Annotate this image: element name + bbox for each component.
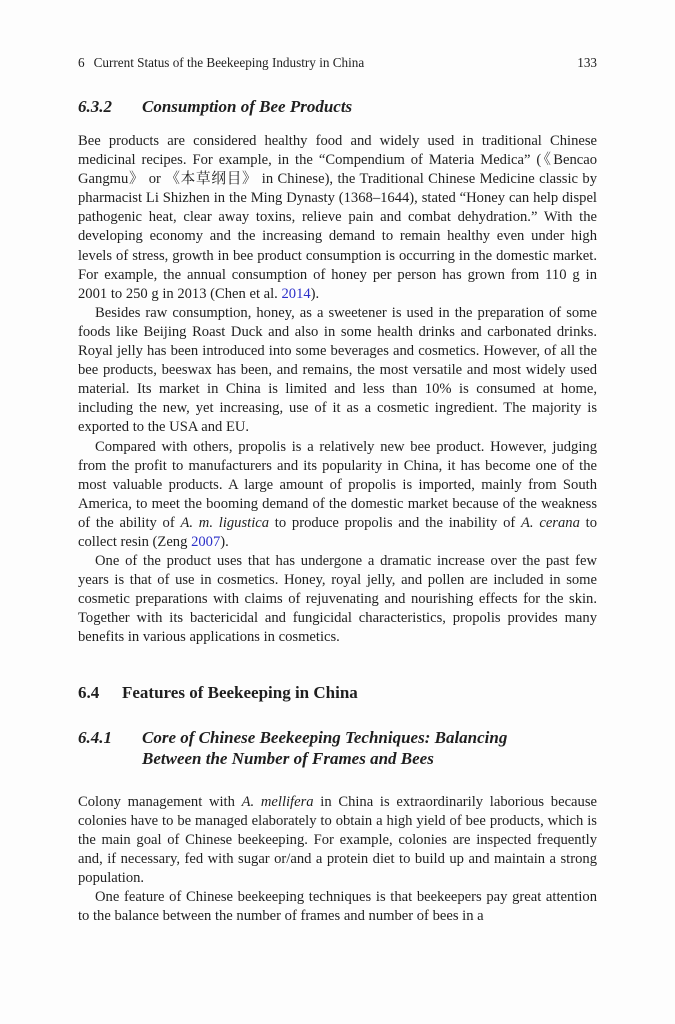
paragraph-honey-uses xyxy=(78,304,597,438)
text-run: One feature of Chinese beekeeping techniques is that beekeepers pay great attention to the balance between the number of frames and number of bees in a xyxy=(78,889,597,925)
heading-title: Consumption of Bee Products xyxy=(142,97,353,116)
paragraph-propolis xyxy=(78,438,597,553)
text-run: to produce propolis and the inability of xyxy=(269,514,522,531)
text-run: in China is extraordinarily laborious because colonies have to be managed elaborately to obtain a high yield of bee products, which is the main goal of Chinese beekeeping. For example, colonies are inspected frequently and, if necessary, fed with sugar or/and a protein diet to build up and maintain a strong population. xyxy=(78,793,597,886)
paragraph-bee-products-consumption xyxy=(78,132,597,304)
heading-title: Features of Beekeeping in China xyxy=(122,682,358,702)
species-name: A. m. ligustica xyxy=(180,514,270,531)
text-run: Bee products are considered healthy food and widely used in traditional Chinese medicinal recipes. For example, in the “Compendium of Materia Medica” (《Bencao Gangmu》 or 《本草纲目》 in Chinese), the Traditional Chinese Medicine classic by pharmacist Li Shizhen in the Ming Dynasty (1368–1644), stated “Honey can help dispel pathogenic heat, clear away toxins, relieve pain and combat dehydration.” With the developing economy and the increasing demand to remain healthy even under high levels of stress, growth in bee product consumption is occurring in the domestic market. For example, the annual consumption of honey per person has grown from 110 g in 2001 to 250 g in 2013 (Chen et al. xyxy=(78,133,597,302)
text-run: One of the product uses that has undergone a dramatic increase over the past few years is that of use in cosmetics. Honey, royal jelly, and pollen are included in some cosmetic preparations with claims of rejuvenating and nourishing effects for the skin. Together with its bactericidal and fungicidal characteristics, propolis provides many benefits in various applications in cosmetics. xyxy=(78,553,597,646)
paragraph-colony-management xyxy=(78,793,597,888)
heading-title xyxy=(142,727,507,769)
paragraph-cosmetics xyxy=(78,552,597,647)
heading-number: 6.4.1 xyxy=(78,727,112,747)
running-header-chapter-number: 6 xyxy=(78,55,85,70)
heading-features-of-beekeeping xyxy=(78,683,597,703)
page-number: 133 xyxy=(577,55,597,70)
text-run: Colony management with xyxy=(78,793,242,810)
text-run: to collect resin (Zeng xyxy=(78,514,597,550)
citation-link-chen-2014[interactable]: 2014 xyxy=(281,285,311,302)
species-name: A. mellifera xyxy=(241,793,314,810)
running-header-title: Current Status of the Beekeeping Industry in China xyxy=(93,55,365,70)
heading-title-line2: Between the Number of Frames and Bees xyxy=(142,748,434,768)
heading-number: 6.4 xyxy=(78,682,100,702)
text-run: ). xyxy=(310,285,320,302)
text-run: Compared with others, propolis is a relatively new bee product. However, judging from the profit to manufacturers and its popularity in China, it has become one of the most valuable products. A large amount of propolis is imported, mainly from South America, to meet the booming demand of the domestic market because of the weakness of the ability of xyxy=(78,438,597,531)
heading-number: 6.3.2 xyxy=(78,97,112,116)
text-run: Besides raw consumption, honey, as a sweetener is used in the preparation of some foods like Beijing Roast Duck and also in some health drinks and carbonated drinks. Royal jelly has been introduced into some beverages and cosmetics. However, of all the bee products, beeswax has been, and remains, the most versatile and most widely used material. Its market in China is limited and less than 10% is consumed at home, including the new, yet increasing, use of it as a cosmetic ingredient. The majority is exported to the USA and EU. xyxy=(78,304,597,436)
running-header xyxy=(78,55,597,70)
species-name: A. cerana xyxy=(521,514,580,531)
heading-core-techniques xyxy=(78,727,597,769)
text-run: ). xyxy=(220,533,229,550)
heading-title-line1: Core of Chinese Beekeeping Techniques: Balancing xyxy=(142,727,508,747)
heading-consumption-of-bee-products xyxy=(78,97,597,117)
citation-link-zeng-2007[interactable]: 2007 xyxy=(191,533,221,550)
paragraph-frames-and-bees xyxy=(78,888,597,926)
